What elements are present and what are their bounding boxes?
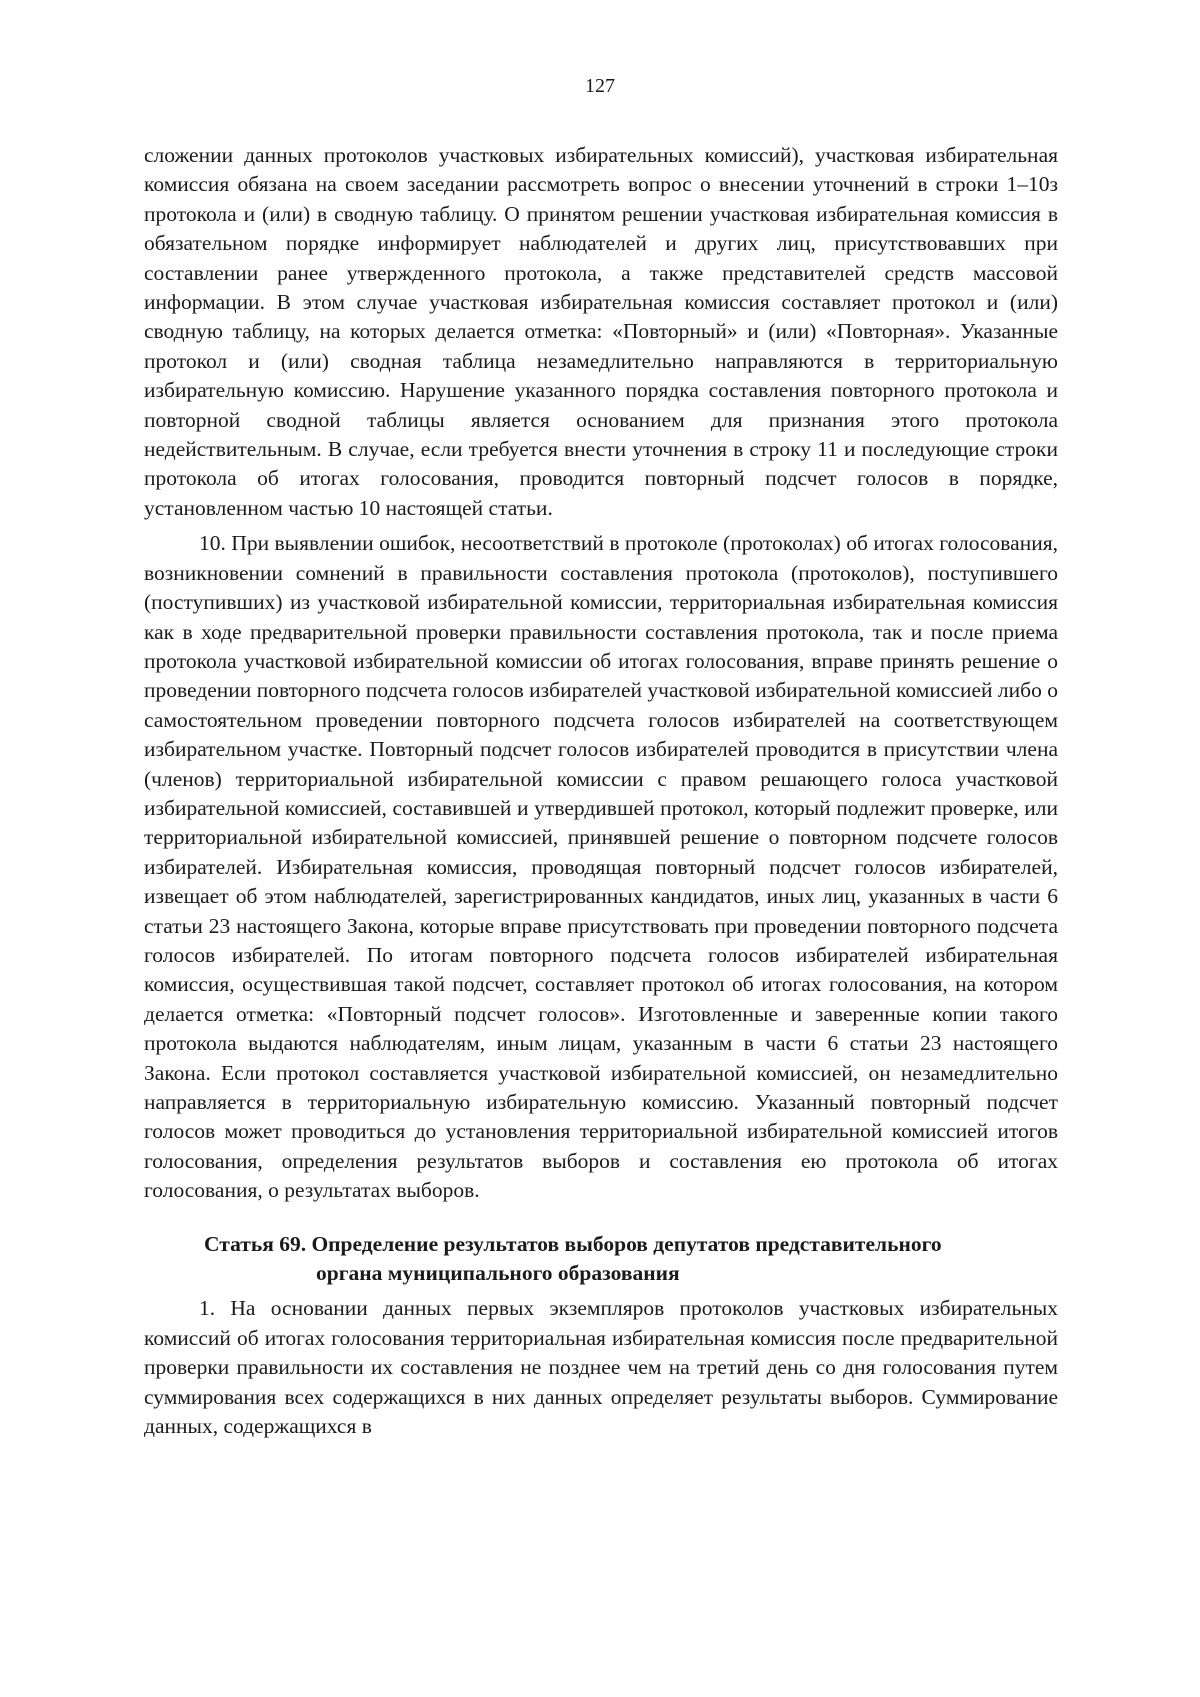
document-body [144,141,1058,1441]
paragraph-part-1: 1. На основании данных первых экземпляров протоколов участковых избирательных комиссий об итогах голосования территориальная избирательная комиссия после предварительной проверки правильности их составления не позднее чем на третий день со дня голосования путем суммирования всех содержащихся в них данных определяет результаты выборов. Суммирование данных, содержащихся в [144,1296,1058,1439]
paragraph-continuation: сложении данных протоколов участковых избирательных комиссий), участковая избирательная комиссия обязана на своем заседании рассмотреть вопрос о внесении уточнений в строки 1–10з протокола и (или) в сводную таблицу. О принятом решении участковая избирательная комиссия в обязательном порядке информирует наблюдателей и других лиц, присутствовавших при составлении ранее утвержденного протокола, а также представителей средств массовой информации. В этом случае участковая избирательная комиссия составляет протокол и (или) сводную таблицу, на которых делается отметка: «Повторный» и (или) «Повторная». Указанные протокол и (или) сводная таблица незамедлительно направляются в территориальную избирательную комиссию. Нарушение указанного порядка составления повторного протокола и повторной сводной таблицы является основанием для признания этого протокола недействительным. В случае, если требуется внести уточнения в строку 11 и последующие строки протокола об итогах голосования, проводится повторный подсчет голосов в порядке, установленном частью 10 настоящей статьи. [144,143,1058,520]
page-number: 127 [585,75,615,97]
article-heading-line2: органа муниципального образования [316,1261,680,1286]
paragraph-part-10: 10. При выявлении ошибок, несоответствий в протоколе (протоколах) об итогах голосования, возникновении сомнений в правильности составления протокола (протоколов), поступившего (поступивших) из участковой избирательной комиссии, территориальная избирательная комиссия как в ходе предварительной проверки правильности составления протокола, так и после приема протокола участковой избирательной комиссии об итогах голосования, вправе принять решение о проведении повторного подсчета голосов избирателей участковой избирательной комиссией либо о самостоятельном проведении повторного подсчета голосов избирателей на соответствующем избирательном участке. Повторный подсчет голосов избирателей проводится в присутствии члена (членов) территориальной избирательной комиссии с правом решающего голоса участковой избирательной комиссией, составившей и утвердившей протокол, который подлежит проверке, или территориальной избирательной комиссией, принявшей решение о повторном подсчете голосов избирателей. Избирательная комиссия, проводящая повторный подсчет голосов избирателей, извещает об этом наблюдателей, зарегистрированных кандидатов, иных лиц, указанных в части 6 статьи 23 настоящего Закона, которые вправе присутствовать при проведении повторного подсчета голосов избирателей. По итогам повторного подсчета голосов избирателей избирательная комиссия, осуществившая такой подсчет, составляет протокол об итогах голосования, на котором делается отметка: «Повторный подсчет голосов». Изготовленные и заверенные копии такого протокола выдаются наблюдателям, иным лицам, указанным в части 6 статьи 23 настоящего Закона. Если протокол составляется участковой избирательной комиссией, он незамедлительно направляется в территориальную избирательную комиссию. Указанный повторный подсчет голосов может проводиться до установления территориальной избирательной комиссией итогов голосования, определения результатов выборов и составления ею протокола об итогах голосования, о результатах выборов. [144,531,1058,1203]
article-heading-line1: Статья 69. Определение результатов выборов депутатов представительного [204,1231,942,1256]
article-heading [144,1230,1058,1289]
